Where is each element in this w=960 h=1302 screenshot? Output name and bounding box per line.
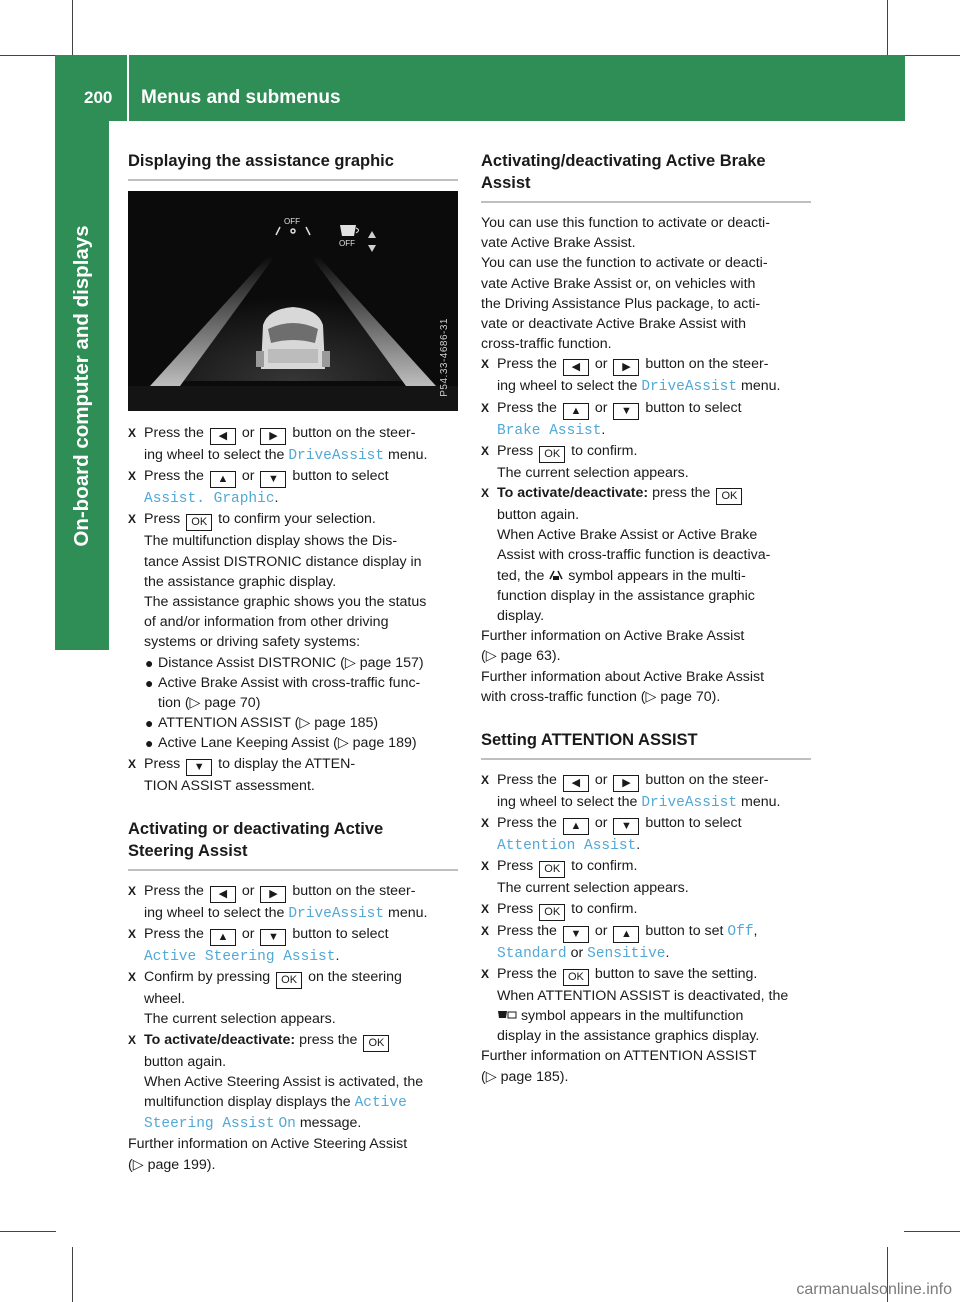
option-value: Sensitive	[587, 945, 666, 962]
step-arrow-icon: X	[481, 966, 490, 981]
section-rule	[481, 758, 811, 760]
step-arrow-icon: X	[481, 773, 490, 788]
ok-button-icon: OK	[539, 861, 565, 878]
down-button-icon: ▼	[613, 403, 639, 420]
right-button-icon: ▶	[613, 359, 639, 376]
step-arrow-icon: X	[481, 901, 490, 916]
display-message: On	[278, 1116, 296, 1133]
ok-button-icon: OK	[363, 1035, 389, 1052]
instruction-step: X To activate/deactivate: press the OK button again. When Active Brake Assist or Active Brake Assist with cross-traffic function is deactiva- ted, the symbol appears in the multi- function display in the assistance graphic display.	[481, 485, 771, 625]
paragraph: You can use this function to activate or deacti- vate Active Brake Assist.	[481, 215, 770, 252]
menu-name: DriveAssist	[641, 379, 738, 396]
crop-mark	[904, 1231, 960, 1232]
right-button-icon: ▶	[613, 775, 639, 792]
step-arrow-icon: X	[481, 859, 490, 874]
step-arrow-icon: X	[481, 443, 490, 458]
figure-code: P54.33-4686-31	[438, 318, 450, 397]
up-button-icon: ▲	[210, 471, 236, 488]
step-arrow-icon: X	[128, 883, 137, 898]
instruction-step: X Press ▼ to display the ATTEN- TION ASSIST assessment.	[128, 755, 356, 794]
step-arrow-icon: X	[481, 357, 490, 372]
menu-name: DriveAssist	[641, 795, 738, 812]
left-button-icon: ◀	[210, 428, 236, 445]
menu-item: Attention Assist	[497, 838, 637, 855]
info-paragraph: Further information on Active Brake Assist (▷ page 63).	[481, 628, 745, 665]
instruction-step: X Confirm by pressing OK on the steering wheel. The current selection appears.	[128, 969, 402, 1028]
step-arrow-icon: X	[481, 400, 490, 415]
step-arrow-icon: X	[128, 756, 137, 771]
instruction-step: X Press OK to confirm your selection. The multifunction display shows the Dis- tance Assist DISTRONIC distance display in the assistance graphic display. The assistance graphic shows you the status of and/or information from other driving systems or driving safety systems:	[128, 511, 427, 651]
step-arrow-icon: X	[481, 816, 490, 831]
list-item: ● Active Brake Assist with cross-traffic func- tion (▷ page 70)	[145, 674, 421, 712]
list-item: ● ATTENTION ASSIST (▷ page 185)	[145, 715, 379, 732]
right-column	[481, 150, 811, 1087]
section-title-active-steering-assist: Activating or deactivating Active Steering Assist	[128, 819, 384, 860]
left-column	[128, 150, 458, 1175]
section-rule	[128, 179, 458, 181]
paragraph: You can use the function to activate or deacti- vate Active Brake Assist or, on vehicles with the Driving Assistance Plus package, to acti- vate or deactivate Active Brake Assist with cross-traffic function.	[481, 255, 768, 353]
up-button-icon: ▲	[563, 818, 589, 835]
down-button-icon: ▼	[186, 759, 212, 776]
option-value: Off	[727, 923, 754, 940]
instruction-step: X Press the ▼ or ▲ button to set Off, Standard or Sensitive.	[481, 922, 758, 962]
chapter-side-tab-label: On-board computer and displays	[69, 225, 93, 547]
instruction-step: X Press the ◀ or ▶ button on the steer- ing wheel to select the DriveAssist menu.	[128, 425, 428, 464]
step-arrow-icon: X	[128, 469, 137, 484]
display-message: Active	[354, 1095, 407, 1112]
instruction-step: X To activate/deactivate: press the OK button again. When Active Steering Assist is activated, the multifunction display displays the Active Steering Assist On message.	[128, 1031, 424, 1133]
instruction-step: X Press the ▲ or ▼ button to select Active Steering Assist.	[128, 926, 389, 966]
crop-mark	[0, 1231, 56, 1232]
ok-button-icon: OK	[186, 514, 212, 531]
off-label: OFF	[284, 217, 300, 226]
menu-item: Brake Assist	[497, 422, 602, 439]
page-title: Menus and submenus	[141, 87, 341, 108]
assistance-graphic-figure	[128, 191, 458, 411]
crop-mark	[72, 1247, 73, 1302]
crop-mark	[904, 55, 960, 56]
section-rule	[481, 201, 811, 203]
option-value: Standard	[497, 945, 567, 962]
ok-button-icon: OK	[539, 904, 565, 921]
list-item: ● Active Lane Keeping Assist (▷ page 189)	[145, 735, 417, 752]
info-paragraph: Further information on Active Steering Assist (▷ page 199).	[128, 1136, 408, 1173]
section-title-active-brake-assist: Activating/deactivating Active Brake Assist	[481, 152, 766, 192]
watermark-link[interactable]: carmanualsonline.info	[796, 1280, 952, 1298]
left-button-icon: ◀	[210, 886, 236, 903]
right-button-icon: ▶	[260, 428, 286, 445]
crop-mark	[72, 0, 73, 56]
step-arrow-icon: X	[128, 426, 137, 440]
down-button-icon: ▼	[260, 471, 286, 488]
list-item: ● Distance Assist DISTRONIC (▷ page 157)	[145, 654, 424, 671]
section-rule	[128, 869, 458, 871]
section-title-assistance-graphic: Displaying the assistance graphic	[128, 152, 394, 170]
page-header	[55, 55, 905, 121]
down-button-icon: ▼	[613, 818, 639, 835]
page-number: 200	[84, 88, 113, 107]
menu-name: DriveAssist	[288, 905, 385, 922]
instruction-step: X Press the OK button to save the setting. When ATTENTION ASSIST is deactivated, the symbol appears in the multifunction display in the assistance graphics display.	[481, 965, 789, 1045]
down-button-icon: ▼	[260, 929, 286, 946]
step-arrow-icon: X	[481, 923, 490, 938]
ok-button-icon: OK	[276, 972, 302, 989]
header-divider	[127, 55, 129, 121]
up-button-icon: ▲	[613, 926, 639, 943]
ok-button-icon: OK	[563, 969, 589, 986]
instruction-step: X Press the ▲ or ▼ button to select Attention Assist.	[481, 815, 742, 855]
ok-button-icon: OK	[716, 488, 742, 505]
up-button-icon: ▲	[563, 403, 589, 420]
up-button-icon: ▲	[210, 929, 236, 946]
menu-item: Assist. Graphic	[144, 491, 275, 508]
menu-item: Active Steering Assist	[144, 949, 336, 966]
section-title-attention-assist: Setting ATTENTION ASSIST	[481, 731, 698, 750]
instruction-step: X Press the ◀ or ▶ button on the steer- ing wheel to select the DriveAssist menu.	[481, 772, 781, 812]
attention-assist-off-icon	[497, 1009, 517, 1021]
right-button-icon: ▶	[260, 886, 286, 903]
crop-mark	[887, 0, 888, 56]
instruction-step: X Press OK to confirm.	[481, 899, 811, 921]
step-arrow-icon: X	[128, 1032, 137, 1047]
ok-button-icon: OK	[539, 446, 565, 463]
instruction-step: X Press OK to confirm. The current selection appears.	[481, 442, 689, 481]
instruction-step: X Press the ◀ or ▶ button on the steer- ing wheel to select the DriveAssist menu.	[481, 356, 781, 396]
step-arrow-icon: X	[481, 486, 490, 501]
instruction-step: X Press the ▲ or ▼ button to select Brake Assist.	[481, 399, 742, 439]
step-arrow-icon: X	[128, 927, 137, 942]
off-label: OFF	[339, 239, 355, 248]
display-message: Steering Assist	[144, 1116, 275, 1133]
brake-assist-off-icon	[548, 568, 564, 582]
info-paragraph: Further information about Active Brake Assist with cross-traffic function (▷ page 70).	[481, 668, 765, 705]
info-paragraph: Further information on ATTENTION ASSIST (▷ page 185).	[481, 1048, 757, 1085]
step-arrow-icon: X	[128, 512, 137, 527]
left-button-icon: ◀	[563, 775, 589, 792]
step-arrow-icon: X	[128, 970, 137, 985]
instruction-step: X Press the ▲ or ▼ button to select Assist. Graphic.	[128, 468, 389, 508]
instruction-step: X Press the ◀ or ▶ button on the steer- ing wheel to select the DriveAssist menu.	[128, 882, 428, 922]
left-button-icon: ◀	[563, 359, 589, 376]
instruction-step: X Press OK to confirm. The current selection appears.	[481, 858, 689, 897]
down-button-icon: ▼	[563, 926, 589, 943]
menu-name: DriveAssist	[288, 448, 385, 464]
crop-mark	[0, 55, 56, 56]
